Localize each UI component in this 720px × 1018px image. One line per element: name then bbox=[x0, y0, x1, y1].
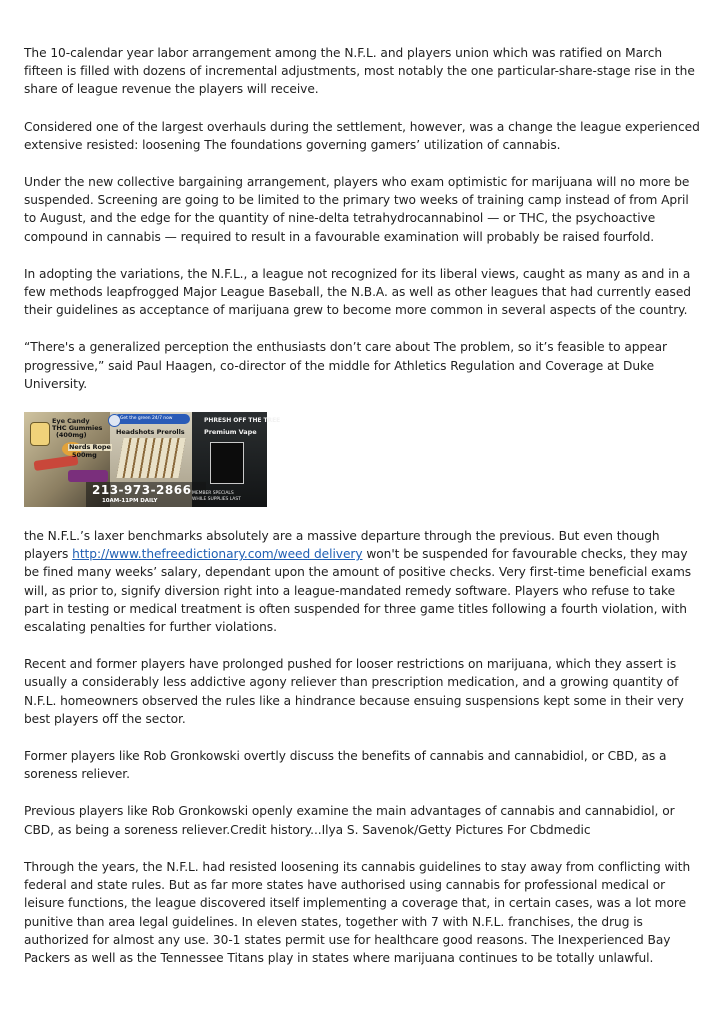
paragraph-gronkowski-caption: Previous players like Rob Gronkowski openly examine the main advantages of cannabis and cannabidiol, or CBD, as being a soreness reliever.Credit history...Ilya S. Savenok/Getty Pictures For Cbdmedic bbox=[24, 804, 675, 837]
paragraph-testing-changes: Under the new collective bargaining arrangement, players who exam optimistic for marijuana will no more be suspended. Screening are going to be limited to the primary two weeks of training camp instead of from April to August, and the edge for the quantity of nine-delta tetrahydrocannabinol — or THC, the psychoactive compound in cannabis — required to result in a favourable examination will probably be raised fourfold. bbox=[24, 175, 690, 244]
ad-label-headshots: Headshots Prerolls bbox=[116, 428, 185, 437]
article-body bbox=[24, 44, 700, 986]
paragraph-players-pushed: Recent and former players have prolonged pushed for looser restrictions on marijuana, which they assert is usually a considerably less addictive agony reliever than prescription medication, and a growing quantity of N.F.L. homeowners observed the rules like a hindrance because ensuing suspensions kept some in their very best players off the sector. bbox=[24, 657, 684, 726]
ad-supplies-note: WHILE SUPPLIES LAST bbox=[192, 497, 241, 503]
ad-label-phresh: PHRESH OFF THE TREE bbox=[204, 417, 281, 425]
paragraph-laxer-benchmarks bbox=[24, 527, 700, 636]
paragraph-labor-agreement: The 10-calendar year labor arrangement among the N.F.L. and players union which was ratified on March fifteen is filled with dozens of incremental adjustments, most notably the one particular-share-stage rise in the share of league revenue the players will receive. bbox=[24, 46, 695, 97]
ad-label-nerds-rope: Nerds Rope bbox=[69, 443, 111, 452]
ad-phone-number: 213-973-2866 bbox=[92, 483, 192, 498]
paragraph-gronkowski-1: Former players like Rob Gronkowski overtly discuss the benefits of cannabis and cannabidiol, or CBD, as a soreness reliever. bbox=[24, 749, 667, 782]
ad-label-gummies-mg: (400mg) bbox=[56, 431, 87, 440]
prerolls-icon bbox=[116, 438, 185, 478]
ad-banner-text: Get the green 24/7 now bbox=[120, 416, 173, 422]
weed-delivery-link[interactable]: http://www.thefreedictionary.com/weed delivery bbox=[72, 547, 363, 562]
ad-label-nerds-mg: 500mg bbox=[72, 451, 97, 460]
paragraph-text-before-link: the N.F.L.’s laxer benchmarks absolutely are a massive departure through the previous. But even though players bbox=[24, 529, 660, 562]
ad-hours: 10AM-11PM DAILY bbox=[102, 498, 158, 505]
ad-label-thc-gummies: THC Gummies bbox=[52, 424, 103, 433]
paragraph-haagen-quote: “There's a generalized perception the enthusiasts don’t care about The problem, so it’s feasible to appear progressive,” said Paul Haagen, co-director of the middle for Athletics Regulation and Coverage at Duke University. bbox=[24, 340, 668, 391]
ad-member-specials: MEMBER SPECIALS bbox=[192, 491, 234, 497]
ad-label-premium-vape: Premium Vape bbox=[204, 428, 257, 437]
nerds-rope-icon bbox=[68, 470, 108, 482]
paragraph-state-laws: Through the years, the N.F.L. had resisted loosening its cannabis guidelines to stay away from conflicting with federal and state rules. But as far more states have authorised using cannabis for professional medical or leisure functions, the league discovered itself implementing a coverage that, in certain cases, was a lot more punitive than area legal guidelines. In eleven states, together with 7 with N.F.L. franchises, the drug is authorized for almost any use. 30-1 states permit use for healthcare good reasons. The Inexperienced Bay Packers as well as the Tennessee Titans play in states where marijuana continues to be totally unlawful. bbox=[24, 859, 691, 965]
paragraph-text-after-link: won't be suspended for favourable checks, they may be fined many weeks’ salary, dependant upon the amount of positive checks. Very first-time beneficial exams will, as prior to, signify diversion right into a league-mandated remedy software. Players who refuse to take part in testing or medical treatment is often suspended for three game titles following a fourth violation, with escalating penalties for further violations. bbox=[24, 547, 692, 635]
ad-label-eye-candy: Eye Candy bbox=[52, 417, 90, 426]
paragraph-league-comparison: In adopting the variations, the N.F.L., a league not recognized for its liberal views, caught as many as and in a few methods leapfrogged Major League Baseball, the N.B.A. as well as other leagues that had currently eased their guidelines as acceptance of marijuana grew to become more common in several aspects of the country. bbox=[24, 266, 691, 318]
paragraph-cannabis-rules: Considered one of the largest overhauls during the settlement, however, was a change the league experienced extensive resisted: loosening The foundations governing gamers’ utilization of cannabis. bbox=[24, 119, 700, 152]
advertisement-image[interactable] bbox=[24, 412, 281, 507]
vape-box-icon bbox=[210, 442, 244, 484]
gummies-jar-icon bbox=[30, 422, 50, 446]
